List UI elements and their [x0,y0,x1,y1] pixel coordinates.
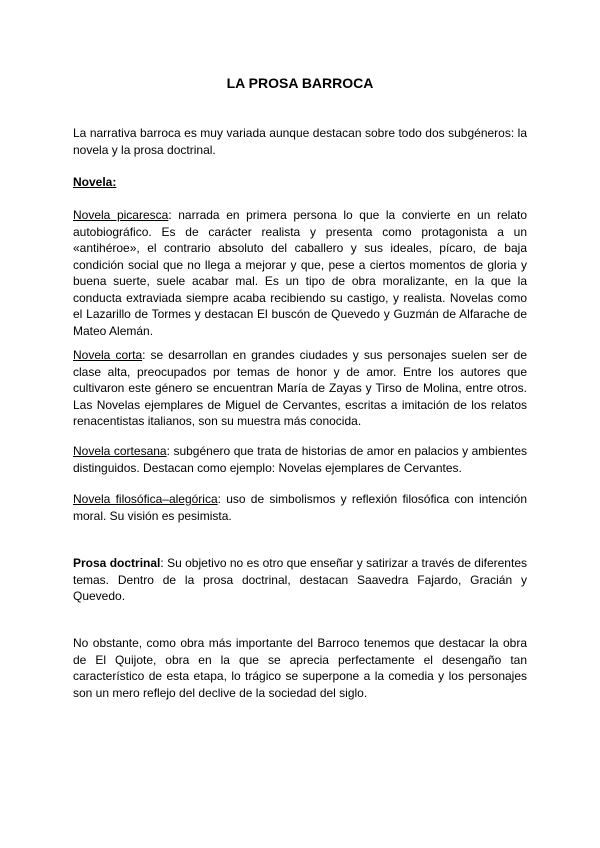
cortesana-text: : subgénero que trata de historias de amor en palacios y ambientes distinguidos. Destacan como ejemplo: Novelas ejemplares de Cervantes. [73,444,527,475]
filosofica-text: : uso de simbolismos y reflexión filosófica con intención moral. Su visión es pesimista. [73,492,528,523]
doctrinal-paragraph [73,555,527,605]
picaresca-text: : narrada en primera persona lo que la convierte en un relato autobiográfico. Es de carácter realista y presenta como protagonista a un «antihéroe», el contrario absoluto del caballero y sus ideales, pícaro, de baja condición social que no llega a mejorar y que, pese a ciertos momentos de gloria y buena suerte, suele acabar mal. Es un tipo de obra moralizante, en la que la conducta extraviada siempre acaba recibiendo su castigo, y realista. Novelas como el Lazarillo de Tormes y destacan El buscón de Quevedo y Guzmán de Alfarache de Mateo Alemán. [73,208,527,338]
novela-heading: Novela: [73,175,117,189]
corta-paragraph [73,347,527,430]
conclusion-paragraph: No obstante, como obra más importante del Barroco tenemos que destacar la obra de El Quijote, obra en la que se aprecia perfectamente el desengaño tan característico de esta etapa, lo trágico se superpone a la comedia y los personajes son un mero reflejo del declive de la sociedad del siglo. [73,636,527,700]
filosofica-paragraph [73,491,527,524]
picaresca-term: Novela picaresca [73,208,169,222]
doctrinal-text: : Su objetivo no es otro que enseñar y satirizar a través de diferentes temas. Dentro de la prosa doctrinal, destacan Saavedra Fajardo, Gracián y Quevedo. [73,556,527,603]
page-title: LA PROSA BARROCA [226,75,374,91]
cortesana-paragraph [73,443,527,476]
filosofica-term: Novela filosófica–alegórica [73,492,218,506]
picaresca-paragraph [73,207,527,339]
corta-term: Novela corta [73,348,143,362]
doctrinal-term: Prosa doctrinal [73,556,161,570]
cortesana-term: Novela cortesana [73,444,167,458]
corta-text: : se desarrollan en grandes ciudades y sus personajes suelen ser de clase alta, preocupados por temas de honor y de amor. Entre los autores que cultivaron este género se encuentran María de Zayas y Tirso de Molina, entre otros. Las Novelas ejemplares de Miguel de Cervantes, escritas a imitación de los relatos renacentistas italianos, son su muestra más conocida. [73,348,527,428]
intro-paragraph: La narrativa barroca es muy variada aunque destacan sobre todo dos subgéneros: la novela y la prosa doctrinal. [73,126,527,157]
